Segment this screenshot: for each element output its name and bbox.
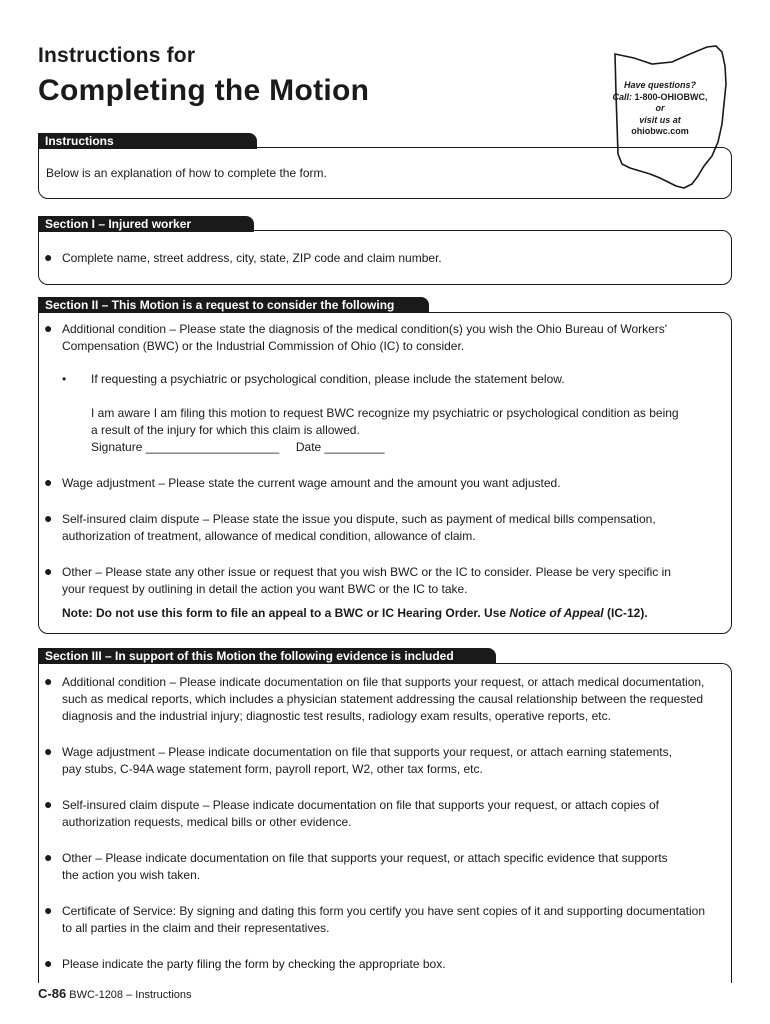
section-2-psych-note: If requesting a psychiatric or psychological condition, please include the statement below. (91, 372, 565, 386)
bullet-icon: • (62, 372, 67, 386)
bullet-icon: ● (44, 743, 53, 759)
bullet-icon: ● (44, 955, 53, 971)
section-3-tab: Section III – In support of this Motion the following evidence is included (38, 648, 496, 664)
section-2-other-line-1: Other – Please state any other issue or request that you wish BWC or the IC to consider. Please be very specific in (62, 565, 671, 579)
bullet-icon: ● (44, 673, 53, 689)
section-2-additional-line-2: Compensation (BWC) or the Industrial Commission of Ohio (IC) to consider. (62, 339, 465, 353)
bullet-icon: ● (44, 249, 53, 265)
bullet-icon: ● (44, 849, 53, 865)
contact-website-link[interactable]: ohiobwc.com (631, 126, 689, 136)
bullet-icon: ● (44, 902, 53, 918)
section-2-other-line-2: your request by outlining in detail the action you want BWC or the IC to take. (62, 582, 468, 596)
section-3-certificate-line-2: to all parties in the claim and their representatives. (62, 921, 330, 935)
section-3-wage-line-1: Wage adjustment – Please indicate documentation on file that supports your request, or attach earning statements, (62, 745, 672, 759)
bullet-icon: ● (44, 474, 53, 490)
section-3-certificate-line-1: Certificate of Service: By signing and dating this form you certify you have sent copies of it and supporting documentation (62, 904, 706, 918)
note-text: Note: Do not use this form to file an appeal to a BWC or IC Hearing Order. Use (62, 606, 507, 620)
section-1-tab: Section I – Injured worker (38, 216, 254, 232)
instructions-text: Below is an explanation of how to complete the form. (46, 166, 327, 180)
section-3-other-line-2: the action you wish taken. (62, 868, 201, 882)
section-2-tab: Section II – This Motion is a request to consider the following (38, 297, 429, 313)
section-2-note (62, 605, 648, 622)
form-id: BWC-1208 – Instructions (69, 989, 192, 1001)
contact-or: or (655, 103, 665, 113)
contact-heading: Have questions? (623, 80, 697, 90)
section-3-wage-line-2: pay stubs, C-94A wage statement form, payroll report, W2, other tax forms, etc. (62, 762, 483, 776)
section-2-additional-line-1: Additional condition – Please state the diagnosis of the medical condition(s) you wish the Ohio Bureau of Workers' (62, 322, 668, 336)
bullet-icon: ● (44, 320, 53, 336)
section-2-wage: Wage adjustment – Please state the current wage amount and the amount you want adjusted. (62, 476, 561, 490)
section-3-party-filing: Please indicate the party filing the form by checking the appropriate box. (62, 957, 446, 971)
section-2-self-insured-line-1: Self-insured claim dispute – Please state the issue you dispute, such as payment of medical bills compensation, (62, 512, 656, 526)
section-2-self-insured-line-2: authorization of treatment, allowance of medical condition, allowance of claim. (62, 529, 476, 543)
section-2-signature-line: Signature ____________________ Date _________ (91, 440, 385, 454)
section-3-additional-line-2: such as medical reports, which includes a physician statement addressing the causal relationship between the requested (62, 692, 704, 706)
note-form-code: (IC-12). (606, 606, 648, 620)
section-3-self-insured-line-2: authorization requests, medical bills or other evidence. (62, 815, 352, 829)
section-2-statement-line-2: a result of the injury for which this claim is allowed. (91, 423, 360, 437)
bullet-icon: ● (44, 796, 53, 812)
page-footer (38, 986, 192, 1001)
section-1-bullet: Complete name, street address, city, state, ZIP code and claim number. (62, 251, 442, 265)
bullet-icon: ● (44, 563, 53, 579)
section-3-additional-line-3: diagnosis and the industrial injury; diagnostic test results, radiology exam results, operative reports, etc. (62, 709, 611, 723)
title-instructions-for: Instructions for (38, 44, 196, 67)
instructions-tab: Instructions (38, 133, 257, 149)
contact-info (612, 80, 708, 138)
page-title: Completing the Motion (38, 74, 370, 107)
section-3-other-line-1: Other – Please indicate documentation on file that supports your request, or attach specific evidence that supports (62, 851, 668, 865)
section-3-self-insured-line-1: Self-insured claim dispute – Please indicate documentation on file that supports your request, or attach copies of (62, 798, 660, 812)
section-3-additional-line-1: Additional condition – Please indicate documentation on file that supports your request, or attach medical documentation, (62, 675, 705, 689)
contact-visit: visit us at (639, 114, 681, 125)
contact-phone[interactable]: 1-800-OHIOBWC, (634, 91, 708, 102)
page-number: C-86 (38, 986, 67, 1001)
section-2-statement-line-1: I am aware I am filing this motion to request BWC recognize my psychiatric or psychological condition as being (91, 406, 679, 420)
contact-call-label: Call: (612, 91, 632, 102)
notice-of-appeal-title: Notice of Appeal (509, 606, 604, 620)
bullet-icon: ● (44, 510, 53, 526)
